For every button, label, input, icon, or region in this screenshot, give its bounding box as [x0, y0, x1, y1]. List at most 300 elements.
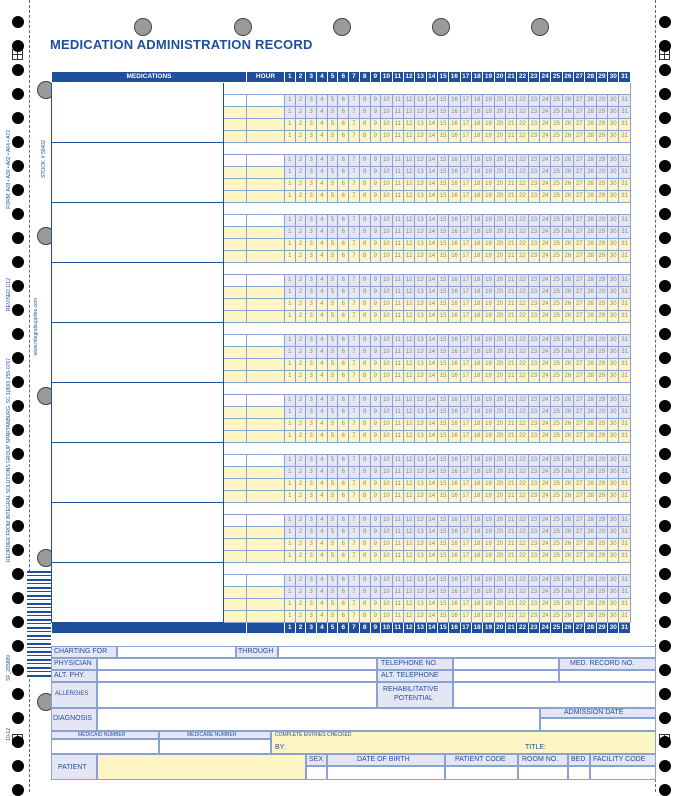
day-cell[interactable]: 19 — [483, 95, 494, 107]
day-cell[interactable]: 30 — [608, 527, 619, 539]
facility-field[interactable] — [590, 766, 656, 780]
day-cell[interactable]: 18 — [471, 431, 482, 443]
day-cell[interactable]: 12 — [403, 119, 414, 131]
day-cell[interactable]: 22 — [517, 131, 528, 143]
day-cell[interactable]: 17 — [460, 131, 471, 143]
day-cell[interactable]: 4 — [317, 227, 328, 239]
day-cell[interactable]: 1 — [285, 107, 296, 119]
hour-cell[interactable] — [247, 311, 285, 323]
day-cell[interactable]: 10 — [381, 539, 392, 551]
day-cell[interactable]: 30 — [608, 335, 619, 347]
day-cell[interactable]: 18 — [471, 155, 482, 167]
day-cell[interactable]: 19 — [483, 539, 494, 551]
day-cell[interactable]: 29 — [596, 455, 607, 467]
day-cell[interactable]: 27 — [574, 479, 585, 491]
day-cell[interactable]: 18 — [471, 419, 482, 431]
day-cell[interactable]: 20 — [494, 275, 505, 287]
hour-cell[interactable] — [247, 227, 285, 239]
day-cell[interactable]: 30 — [608, 275, 619, 287]
day-cell[interactable]: 10 — [381, 275, 392, 287]
day-cell[interactable]: 16 — [449, 611, 460, 623]
day-cell[interactable]: 5 — [327, 251, 338, 263]
day-cell[interactable]: 5 — [327, 179, 338, 191]
day-cell[interactable]: 29 — [596, 611, 607, 623]
day-cell[interactable]: 9 — [370, 407, 381, 419]
day-cell[interactable]: 19 — [483, 575, 494, 587]
day-cell[interactable]: 28 — [585, 359, 596, 371]
day-cell[interactable]: 24 — [540, 239, 551, 251]
day-cell[interactable]: 26 — [562, 335, 573, 347]
day-cell[interactable]: 19 — [483, 587, 494, 599]
day-cell[interactable]: 30 — [608, 551, 619, 563]
day-cell[interactable]: 17 — [460, 491, 471, 503]
day-cell[interactable]: 31 — [619, 215, 630, 227]
day-cell[interactable]: 7 — [349, 575, 360, 587]
day-cell[interactable]: 24 — [540, 275, 551, 287]
day-cell[interactable]: 21 — [505, 527, 516, 539]
day-cell[interactable]: 3 — [306, 371, 317, 383]
day-cell[interactable]: 11 — [392, 491, 403, 503]
day-cell[interactable]: 22 — [517, 95, 528, 107]
day-cell[interactable]: 22 — [517, 539, 528, 551]
day-cell[interactable]: 28 — [585, 551, 596, 563]
day-cell[interactable]: 29 — [596, 515, 607, 527]
day-cell[interactable]: 6 — [338, 179, 349, 191]
day-cell[interactable]: 26 — [562, 239, 573, 251]
day-cell[interactable]: 19 — [483, 275, 494, 287]
day-cell[interactable]: 15 — [437, 359, 448, 371]
day-cell[interactable]: 28 — [585, 347, 596, 359]
day-cell[interactable]: 15 — [437, 107, 448, 119]
day-cell[interactable]: 15 — [437, 239, 448, 251]
instructions-cell[interactable] — [224, 479, 247, 491]
instructions-cell[interactable] — [224, 455, 247, 467]
day-cell[interactable]: 22 — [517, 395, 528, 407]
day-cell[interactable]: 15 — [437, 455, 448, 467]
day-cell[interactable]: 3 — [306, 599, 317, 611]
day-cell[interactable]: 2 — [295, 479, 306, 491]
day-cell[interactable]: 6 — [338, 371, 349, 383]
day-cell[interactable]: 26 — [562, 587, 573, 599]
day-cell[interactable]: 13 — [415, 119, 426, 131]
day-cell[interactable]: 24 — [540, 575, 551, 587]
day-cell[interactable]: 27 — [574, 335, 585, 347]
medication-name-cell[interactable] — [52, 83, 224, 143]
day-cell[interactable]: 14 — [426, 419, 437, 431]
day-cell[interactable]: 8 — [359, 107, 370, 119]
day-cell[interactable]: 5 — [327, 515, 338, 527]
day-cell[interactable]: 26 — [562, 107, 573, 119]
day-cell[interactable]: 6 — [338, 95, 349, 107]
day-cell[interactable]: 25 — [551, 551, 562, 563]
day-cell[interactable]: 31 — [619, 227, 630, 239]
day-cell[interactable]: 13 — [415, 347, 426, 359]
day-cell[interactable]: 20 — [494, 299, 505, 311]
day-cell[interactable]: 27 — [574, 155, 585, 167]
day-cell[interactable]: 22 — [517, 335, 528, 347]
day-cell[interactable]: 9 — [370, 335, 381, 347]
day-cell[interactable]: 2 — [295, 455, 306, 467]
day-cell[interactable]: 9 — [370, 587, 381, 599]
day-cell[interactable]: 27 — [574, 587, 585, 599]
day-cell[interactable]: 9 — [370, 599, 381, 611]
day-cell[interactable]: 8 — [359, 539, 370, 551]
day-cell[interactable]: 14 — [426, 251, 437, 263]
day-cell[interactable]: 2 — [295, 299, 306, 311]
day-cell[interactable]: 12 — [403, 575, 414, 587]
day-cell[interactable]: 27 — [574, 467, 585, 479]
day-cell[interactable]: 9 — [370, 479, 381, 491]
day-cell[interactable]: 17 — [460, 479, 471, 491]
day-cell[interactable]: 13 — [415, 131, 426, 143]
day-cell[interactable]: 18 — [471, 287, 482, 299]
day-cell[interactable]: 2 — [295, 371, 306, 383]
day-cell[interactable]: 29 — [596, 539, 607, 551]
day-cell[interactable]: 13 — [415, 251, 426, 263]
day-cell[interactable]: 28 — [585, 131, 596, 143]
day-cell[interactable]: 18 — [471, 275, 482, 287]
day-cell[interactable]: 20 — [494, 395, 505, 407]
day-cell[interactable]: 28 — [585, 311, 596, 323]
day-cell[interactable]: 31 — [619, 407, 630, 419]
day-cell[interactable]: 31 — [619, 95, 630, 107]
day-cell[interactable]: 8 — [359, 335, 370, 347]
day-cell[interactable]: 30 — [608, 131, 619, 143]
day-cell[interactable]: 13 — [415, 395, 426, 407]
day-cell[interactable]: 1 — [285, 587, 296, 599]
hour-cell[interactable] — [247, 455, 285, 467]
day-cell[interactable]: 12 — [403, 395, 414, 407]
day-cell[interactable]: 19 — [483, 311, 494, 323]
day-cell[interactable]: 3 — [306, 167, 317, 179]
day-cell[interactable]: 3 — [306, 575, 317, 587]
day-cell[interactable]: 3 — [306, 455, 317, 467]
medicaid-field[interactable] — [51, 739, 159, 754]
day-cell[interactable]: 16 — [449, 239, 460, 251]
day-cell[interactable]: 2 — [295, 467, 306, 479]
day-cell[interactable]: 25 — [551, 407, 562, 419]
day-cell[interactable]: 6 — [338, 599, 349, 611]
day-cell[interactable]: 27 — [574, 131, 585, 143]
day-cell[interactable]: 30 — [608, 107, 619, 119]
day-cell[interactable]: 28 — [585, 611, 596, 623]
day-cell[interactable]: 14 — [426, 407, 437, 419]
day-cell[interactable]: 24 — [540, 527, 551, 539]
day-cell[interactable]: 4 — [317, 155, 328, 167]
day-cell[interactable]: 20 — [494, 599, 505, 611]
day-cell[interactable]: 23 — [528, 419, 539, 431]
day-cell[interactable]: 14 — [426, 347, 437, 359]
day-cell[interactable]: 28 — [585, 215, 596, 227]
day-cell[interactable]: 10 — [381, 575, 392, 587]
day-cell[interactable]: 27 — [574, 431, 585, 443]
day-cell[interactable]: 12 — [403, 107, 414, 119]
day-cell[interactable]: 1 — [285, 191, 296, 203]
day-cell[interactable]: 26 — [562, 167, 573, 179]
day-cell[interactable]: 29 — [596, 575, 607, 587]
day-cell[interactable]: 31 — [619, 167, 630, 179]
day-cell[interactable]: 26 — [562, 311, 573, 323]
day-cell[interactable]: 7 — [349, 407, 360, 419]
day-cell[interactable]: 6 — [338, 419, 349, 431]
day-cell[interactable]: 20 — [494, 311, 505, 323]
day-cell[interactable]: 16 — [449, 539, 460, 551]
day-cell[interactable]: 12 — [403, 491, 414, 503]
day-cell[interactable]: 11 — [392, 395, 403, 407]
day-cell[interactable]: 18 — [471, 611, 482, 623]
hour-cell[interactable] — [247, 587, 285, 599]
telephone-field[interactable] — [453, 658, 559, 670]
day-cell[interactable]: 27 — [574, 575, 585, 587]
day-cell[interactable]: 29 — [596, 587, 607, 599]
day-cell[interactable]: 28 — [585, 599, 596, 611]
hour-cell[interactable] — [247, 155, 285, 167]
day-cell[interactable]: 8 — [359, 407, 370, 419]
instructions-cell[interactable] — [224, 395, 247, 407]
day-cell[interactable]: 14 — [426, 575, 437, 587]
day-cell[interactable]: 5 — [327, 479, 338, 491]
day-cell[interactable]: 4 — [317, 479, 328, 491]
day-cell[interactable]: 2 — [295, 227, 306, 239]
day-cell[interactable]: 3 — [306, 287, 317, 299]
day-cell[interactable]: 30 — [608, 347, 619, 359]
day-cell[interactable]: 21 — [505, 419, 516, 431]
day-cell[interactable]: 1 — [285, 131, 296, 143]
day-cell[interactable]: 25 — [551, 227, 562, 239]
day-cell[interactable]: 7 — [349, 587, 360, 599]
day-cell[interactable]: 19 — [483, 359, 494, 371]
day-cell[interactable]: 23 — [528, 347, 539, 359]
day-cell[interactable]: 7 — [349, 155, 360, 167]
day-cell[interactable]: 29 — [596, 407, 607, 419]
day-cell[interactable]: 31 — [619, 587, 630, 599]
day-cell[interactable]: 4 — [317, 167, 328, 179]
day-cell[interactable]: 11 — [392, 155, 403, 167]
day-cell[interactable]: 30 — [608, 455, 619, 467]
day-cell[interactable]: 23 — [528, 167, 539, 179]
day-cell[interactable]: 2 — [295, 251, 306, 263]
instructions-cell[interactable] — [224, 95, 247, 107]
day-cell[interactable]: 20 — [494, 611, 505, 623]
day-cell[interactable]: 22 — [517, 287, 528, 299]
day-cell[interactable]: 24 — [540, 155, 551, 167]
day-cell[interactable]: 29 — [596, 107, 607, 119]
day-cell[interactable]: 11 — [392, 239, 403, 251]
day-cell[interactable]: 22 — [517, 611, 528, 623]
day-cell[interactable]: 8 — [359, 119, 370, 131]
day-cell[interactable]: 6 — [338, 299, 349, 311]
day-cell[interactable]: 4 — [317, 131, 328, 143]
day-cell[interactable]: 23 — [528, 155, 539, 167]
day-cell[interactable]: 30 — [608, 539, 619, 551]
day-cell[interactable]: 24 — [540, 395, 551, 407]
day-cell[interactable]: 24 — [540, 587, 551, 599]
day-cell[interactable]: 13 — [415, 515, 426, 527]
day-cell[interactable]: 18 — [471, 455, 482, 467]
day-cell[interactable]: 11 — [392, 515, 403, 527]
day-cell[interactable]: 11 — [392, 95, 403, 107]
day-cell[interactable]: 23 — [528, 527, 539, 539]
day-cell[interactable]: 12 — [403, 455, 414, 467]
day-cell[interactable]: 15 — [437, 419, 448, 431]
day-cell[interactable]: 25 — [551, 275, 562, 287]
day-cell[interactable]: 24 — [540, 107, 551, 119]
day-cell[interactable]: 2 — [295, 527, 306, 539]
day-cell[interactable]: 4 — [317, 347, 328, 359]
day-cell[interactable]: 4 — [317, 287, 328, 299]
day-cell[interactable]: 31 — [619, 515, 630, 527]
day-cell[interactable]: 16 — [449, 551, 460, 563]
medication-name-cell[interactable] — [52, 443, 224, 503]
day-cell[interactable]: 21 — [505, 311, 516, 323]
day-cell[interactable]: 14 — [426, 239, 437, 251]
day-cell[interactable]: 3 — [306, 95, 317, 107]
day-cell[interactable]: 1 — [285, 239, 296, 251]
day-cell[interactable]: 23 — [528, 131, 539, 143]
day-cell[interactable]: 6 — [338, 191, 349, 203]
day-cell[interactable]: 28 — [585, 539, 596, 551]
day-cell[interactable]: 20 — [494, 347, 505, 359]
day-cell[interactable]: 6 — [338, 407, 349, 419]
day-cell[interactable]: 26 — [562, 251, 573, 263]
hour-cell[interactable] — [247, 131, 285, 143]
hour-cell[interactable] — [247, 299, 285, 311]
day-cell[interactable]: 8 — [359, 395, 370, 407]
day-cell[interactable]: 7 — [349, 167, 360, 179]
day-cell[interactable]: 4 — [317, 539, 328, 551]
day-cell[interactable]: 6 — [338, 551, 349, 563]
day-cell[interactable]: 10 — [381, 299, 392, 311]
day-cell[interactable]: 11 — [392, 131, 403, 143]
instructions-cell[interactable] — [224, 155, 247, 167]
day-cell[interactable]: 23 — [528, 551, 539, 563]
day-cell[interactable]: 29 — [596, 395, 607, 407]
day-cell[interactable]: 1 — [285, 407, 296, 419]
hour-cell[interactable] — [247, 251, 285, 263]
day-cell[interactable]: 6 — [338, 335, 349, 347]
day-cell[interactable]: 5 — [327, 227, 338, 239]
day-cell[interactable]: 7 — [349, 551, 360, 563]
day-cell[interactable]: 8 — [359, 359, 370, 371]
day-cell[interactable]: 14 — [426, 455, 437, 467]
day-cell[interactable]: 6 — [338, 455, 349, 467]
day-cell[interactable]: 15 — [437, 491, 448, 503]
hour-cell[interactable] — [247, 539, 285, 551]
day-cell[interactable]: 14 — [426, 467, 437, 479]
day-cell[interactable]: 30 — [608, 491, 619, 503]
day-cell[interactable]: 3 — [306, 299, 317, 311]
day-cell[interactable]: 1 — [285, 347, 296, 359]
day-cell[interactable]: 2 — [295, 155, 306, 167]
day-cell[interactable]: 30 — [608, 407, 619, 419]
day-cell[interactable]: 27 — [574, 275, 585, 287]
day-cell[interactable]: 27 — [574, 119, 585, 131]
day-cell[interactable]: 28 — [585, 587, 596, 599]
day-cell[interactable]: 30 — [608, 95, 619, 107]
day-cell[interactable]: 16 — [449, 311, 460, 323]
day-cell[interactable]: 24 — [540, 299, 551, 311]
day-cell[interactable]: 6 — [338, 467, 349, 479]
day-cell[interactable]: 27 — [574, 455, 585, 467]
day-cell[interactable]: 20 — [494, 179, 505, 191]
day-cell[interactable]: 5 — [327, 371, 338, 383]
day-cell[interactable]: 8 — [359, 467, 370, 479]
day-cell[interactable]: 1 — [285, 119, 296, 131]
hour-cell[interactable] — [247, 275, 285, 287]
day-cell[interactable]: 11 — [392, 431, 403, 443]
day-cell[interactable]: 30 — [608, 599, 619, 611]
day-cell[interactable]: 7 — [349, 527, 360, 539]
instructions-cell[interactable] — [224, 359, 247, 371]
day-cell[interactable]: 18 — [471, 407, 482, 419]
day-cell[interactable]: 12 — [403, 527, 414, 539]
day-cell[interactable]: 3 — [306, 119, 317, 131]
instructions-cell[interactable] — [224, 551, 247, 563]
instructions-cell[interactable] — [224, 347, 247, 359]
day-cell[interactable]: 10 — [381, 107, 392, 119]
day-cell[interactable]: 23 — [528, 107, 539, 119]
instructions-cell[interactable] — [224, 131, 247, 143]
day-cell[interactable]: 17 — [460, 611, 471, 623]
day-cell[interactable]: 21 — [505, 611, 516, 623]
day-cell[interactable]: 31 — [619, 611, 630, 623]
day-cell[interactable]: 4 — [317, 515, 328, 527]
day-cell[interactable]: 5 — [327, 587, 338, 599]
day-cell[interactable]: 13 — [415, 311, 426, 323]
day-cell[interactable]: 21 — [505, 467, 516, 479]
day-cell[interactable]: 10 — [381, 491, 392, 503]
day-cell[interactable]: 20 — [494, 539, 505, 551]
day-cell[interactable]: 12 — [403, 167, 414, 179]
day-cell[interactable]: 4 — [317, 191, 328, 203]
day-cell[interactable]: 20 — [494, 575, 505, 587]
day-cell[interactable]: 30 — [608, 227, 619, 239]
day-cell[interactable]: 25 — [551, 335, 562, 347]
day-cell[interactable]: 25 — [551, 131, 562, 143]
day-cell[interactable]: 12 — [403, 155, 414, 167]
day-cell[interactable]: 15 — [437, 287, 448, 299]
bed-field[interactable] — [568, 766, 590, 780]
hour-cell[interactable] — [247, 239, 285, 251]
day-cell[interactable]: 3 — [306, 275, 317, 287]
day-cell[interactable]: 30 — [608, 311, 619, 323]
day-cell[interactable]: 24 — [540, 191, 551, 203]
day-cell[interactable]: 31 — [619, 275, 630, 287]
day-cell[interactable]: 1 — [285, 275, 296, 287]
day-cell[interactable]: 22 — [517, 455, 528, 467]
day-cell[interactable]: 26 — [562, 551, 573, 563]
day-cell[interactable]: 3 — [306, 359, 317, 371]
day-cell[interactable]: 5 — [327, 611, 338, 623]
day-cell[interactable]: 7 — [349, 131, 360, 143]
day-cell[interactable]: 30 — [608, 239, 619, 251]
day-cell[interactable]: 11 — [392, 167, 403, 179]
day-cell[interactable]: 30 — [608, 251, 619, 263]
day-cell[interactable]: 2 — [295, 575, 306, 587]
day-cell[interactable]: 9 — [370, 167, 381, 179]
day-cell[interactable]: 10 — [381, 407, 392, 419]
hour-cell[interactable] — [247, 431, 285, 443]
day-cell[interactable]: 16 — [449, 191, 460, 203]
day-cell[interactable]: 26 — [562, 275, 573, 287]
day-cell[interactable]: 12 — [403, 215, 414, 227]
day-cell[interactable]: 12 — [403, 539, 414, 551]
day-cell[interactable]: 11 — [392, 119, 403, 131]
day-cell[interactable]: 8 — [359, 479, 370, 491]
instructions-cell[interactable] — [224, 575, 247, 587]
day-cell[interactable]: 14 — [426, 119, 437, 131]
day-cell[interactable]: 18 — [471, 179, 482, 191]
